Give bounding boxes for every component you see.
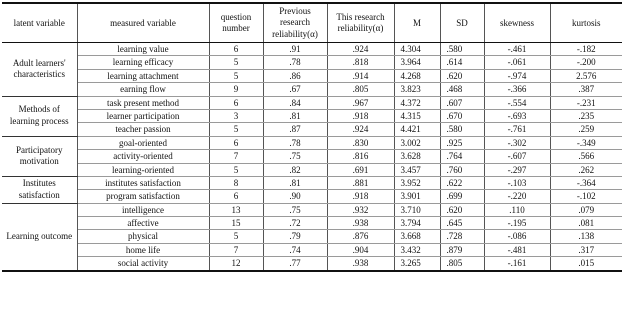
mean-cell: 4.268 [394, 69, 440, 82]
table-row [2, 163, 622, 176]
question-number-cell: 3 [209, 109, 263, 122]
previous-reliability-cell: .78 [263, 56, 327, 69]
kurtosis-cell: -.364 [550, 176, 622, 189]
question-number-cell: 5 [209, 123, 263, 136]
measured-variable-cell: task present method [77, 96, 209, 109]
table-row [2, 150, 622, 163]
measured-variable-cell: activity-oriented [77, 150, 209, 163]
header-row [2, 3, 622, 43]
this-reliability-cell: .918 [327, 109, 394, 122]
question-number-cell: 12 [209, 257, 263, 271]
latent-variable-cell: Methods of learning process [2, 96, 77, 136]
skewness-cell: -.693 [484, 109, 550, 122]
header-question-number: question number [209, 3, 263, 43]
mean-cell: 3.265 [394, 257, 440, 271]
question-number-cell: 9 [209, 83, 263, 96]
kurtosis-cell: .317 [550, 243, 622, 256]
skewness-cell: -.974 [484, 69, 550, 82]
previous-reliability-cell: .78 [263, 136, 327, 149]
header-latent-variable: latent variable [2, 3, 77, 43]
mean-cell: 4.315 [394, 109, 440, 122]
skewness-cell: -.366 [484, 83, 550, 96]
sd-cell: .925 [440, 136, 484, 149]
this-reliability-cell: .818 [327, 56, 394, 69]
latent-variable-cell: Learning outcome [2, 203, 77, 270]
skewness-cell: -.481 [484, 243, 550, 256]
measured-variable-cell: teacher passion [77, 123, 209, 136]
previous-reliability-cell: .77 [263, 257, 327, 271]
kurtosis-cell: 2.576 [550, 69, 622, 82]
skewness-cell: -.461 [484, 43, 550, 56]
skewness-cell: -.297 [484, 163, 550, 176]
header-sd: SD [440, 3, 484, 43]
kurtosis-cell: .081 [550, 217, 622, 230]
question-number-cell: 13 [209, 203, 263, 216]
kurtosis-cell: .235 [550, 109, 622, 122]
this-reliability-cell: .938 [327, 257, 394, 271]
sd-cell: .728 [440, 230, 484, 243]
kurtosis-cell: -.182 [550, 43, 622, 56]
mean-cell: 3.668 [394, 230, 440, 243]
previous-reliability-cell: .81 [263, 109, 327, 122]
sd-cell: .620 [440, 69, 484, 82]
this-reliability-cell: .932 [327, 203, 394, 216]
mean-cell: 3.628 [394, 150, 440, 163]
question-number-cell: 6 [209, 96, 263, 109]
kurtosis-cell: -.349 [550, 136, 622, 149]
table-row [2, 230, 622, 243]
previous-reliability-cell: .75 [263, 203, 327, 216]
kurtosis-cell: .566 [550, 150, 622, 163]
this-reliability-cell: .816 [327, 150, 394, 163]
measured-variable-cell: home life [77, 243, 209, 256]
mean-cell: 3.901 [394, 190, 440, 203]
sd-cell: .580 [440, 123, 484, 136]
measured-variable-cell: learning-oriented [77, 163, 209, 176]
sd-cell: .468 [440, 83, 484, 96]
question-number-cell: 15 [209, 217, 263, 230]
header-mean: M [394, 3, 440, 43]
reliability-table [2, 2, 622, 272]
kurtosis-cell: -.231 [550, 96, 622, 109]
table-row [2, 243, 622, 256]
previous-reliability-cell: .74 [263, 243, 327, 256]
skewness-cell: -.161 [484, 257, 550, 271]
sd-cell: .622 [440, 176, 484, 189]
kurtosis-cell: .259 [550, 123, 622, 136]
previous-reliability-cell: .81 [263, 176, 327, 189]
kurtosis-cell: .262 [550, 163, 622, 176]
sd-cell: .764 [440, 150, 484, 163]
measured-variable-cell: affective [77, 217, 209, 230]
table-row [2, 190, 622, 203]
mean-cell: 3.002 [394, 136, 440, 149]
mean-cell: 3.457 [394, 163, 440, 176]
header-skewness: skewness [484, 3, 550, 43]
skewness-cell: -.554 [484, 96, 550, 109]
table-row [2, 83, 622, 96]
kurtosis-cell: -.200 [550, 56, 622, 69]
previous-reliability-cell: .67 [263, 83, 327, 96]
latent-variable-cell: Adult learners' characteristics [2, 43, 77, 97]
question-number-cell: 6 [209, 136, 263, 149]
this-reliability-cell: .967 [327, 96, 394, 109]
this-reliability-cell: .691 [327, 163, 394, 176]
mean-cell: 4.421 [394, 123, 440, 136]
header-kurtosis: kurtosis [550, 3, 622, 43]
this-reliability-cell: .918 [327, 190, 394, 203]
skewness-cell: -.103 [484, 176, 550, 189]
table-row [2, 109, 622, 122]
this-reliability-cell: .938 [327, 217, 394, 230]
table-row [2, 69, 622, 82]
question-number-cell: 5 [209, 230, 263, 243]
kurtosis-cell: -.102 [550, 190, 622, 203]
question-number-cell: 6 [209, 43, 263, 56]
table-row [2, 123, 622, 136]
mean-cell: 3.823 [394, 83, 440, 96]
previous-reliability-cell: .87 [263, 123, 327, 136]
question-number-cell: 5 [209, 56, 263, 69]
measured-variable-cell: goal-oriented [77, 136, 209, 149]
header-previous-reliability: Previous research reliability(α) [263, 3, 327, 43]
skewness-cell: -.195 [484, 217, 550, 230]
skewness-cell: -.761 [484, 123, 550, 136]
mean-cell: 3.432 [394, 243, 440, 256]
measured-variable-cell: physical [77, 230, 209, 243]
this-reliability-cell: .881 [327, 176, 394, 189]
header-this-reliability: This research reliability(α) [327, 3, 394, 43]
this-reliability-cell: .924 [327, 123, 394, 136]
measured-variable-cell: learning value [77, 43, 209, 56]
measured-variable-cell: institutes satisfaction [77, 176, 209, 189]
previous-reliability-cell: .79 [263, 230, 327, 243]
sd-cell: .620 [440, 203, 484, 216]
table-row [2, 176, 622, 189]
skewness-cell: -.302 [484, 136, 550, 149]
mean-cell: 3.964 [394, 56, 440, 69]
kurtosis-cell: .138 [550, 230, 622, 243]
question-number-cell: 5 [209, 69, 263, 82]
latent-variable-cell: Institutes satisfaction [2, 176, 77, 203]
mean-cell: 3.794 [394, 217, 440, 230]
sd-cell: .607 [440, 96, 484, 109]
table-row [2, 217, 622, 230]
sd-cell: .699 [440, 190, 484, 203]
table-row [2, 136, 622, 149]
previous-reliability-cell: .82 [263, 163, 327, 176]
sd-cell: .879 [440, 243, 484, 256]
skewness-cell: -.061 [484, 56, 550, 69]
this-reliability-cell: .805 [327, 83, 394, 96]
skewness-cell: -.086 [484, 230, 550, 243]
question-number-cell: 7 [209, 150, 263, 163]
this-reliability-cell: .830 [327, 136, 394, 149]
latent-variable-cell: Participatory motivation [2, 136, 77, 176]
mean-cell: 3.952 [394, 176, 440, 189]
kurtosis-cell: .015 [550, 257, 622, 271]
measured-variable-cell: intelligence [77, 203, 209, 216]
measured-variable-cell: earning flow [77, 83, 209, 96]
measured-variable-cell: social activity [77, 257, 209, 271]
question-number-cell: 8 [209, 176, 263, 189]
measured-variable-cell: learning attachment [77, 69, 209, 82]
mean-cell: 3.710 [394, 203, 440, 216]
sd-cell: .614 [440, 56, 484, 69]
table-row [2, 43, 622, 56]
table-row [2, 56, 622, 69]
measured-variable-cell: program satisfaction [77, 190, 209, 203]
previous-reliability-cell: .86 [263, 69, 327, 82]
sd-cell: .805 [440, 257, 484, 271]
previous-reliability-cell: .84 [263, 96, 327, 109]
sd-cell: .645 [440, 217, 484, 230]
previous-reliability-cell: .90 [263, 190, 327, 203]
header-measured-variable: measured variable [77, 3, 209, 43]
skewness-cell: .110 [484, 203, 550, 216]
measured-variable-cell: learning efficacy [77, 56, 209, 69]
table-row [2, 257, 622, 271]
kurtosis-cell: .387 [550, 83, 622, 96]
this-reliability-cell: .914 [327, 69, 394, 82]
table-row [2, 203, 622, 216]
question-number-cell: 5 [209, 163, 263, 176]
skewness-cell: -.607 [484, 150, 550, 163]
this-reliability-cell: .904 [327, 243, 394, 256]
skewness-cell: -.220 [484, 190, 550, 203]
measured-variable-cell: learner participation [77, 109, 209, 122]
sd-cell: .580 [440, 43, 484, 56]
table-header [2, 3, 622, 43]
question-number-cell: 6 [209, 190, 263, 203]
mean-cell: 4.372 [394, 96, 440, 109]
previous-reliability-cell: .72 [263, 217, 327, 230]
sd-cell: .670 [440, 109, 484, 122]
table-row [2, 96, 622, 109]
previous-reliability-cell: .91 [263, 43, 327, 56]
sd-cell: .760 [440, 163, 484, 176]
this-reliability-cell: .876 [327, 230, 394, 243]
this-reliability-cell: .924 [327, 43, 394, 56]
table-body [2, 43, 622, 271]
question-number-cell: 7 [209, 243, 263, 256]
previous-reliability-cell: .75 [263, 150, 327, 163]
kurtosis-cell: .079 [550, 203, 622, 216]
mean-cell: 4.304 [394, 43, 440, 56]
